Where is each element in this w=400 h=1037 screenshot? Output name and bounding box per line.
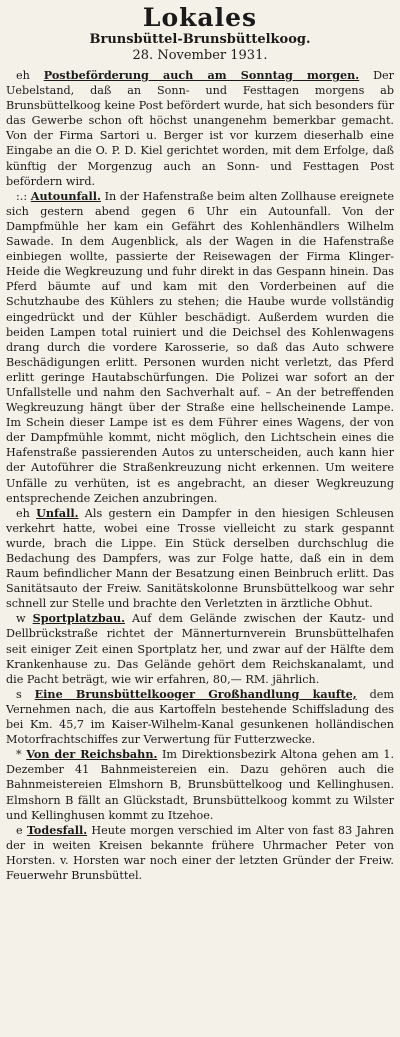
article-headline: Postbeförderung auch am Sonntag morgen. [43, 68, 360, 82]
article-headline: Von der Reichsbahn. [26, 747, 158, 762]
article-headline: Sportplatzbau. [32, 611, 125, 626]
section-masthead: Lokales [142, 3, 258, 32]
article-body: In der Hafenstraße beim alten Zollhause ereignete sich gestern abend gegen 6 Uhr ein Autounfall. Von der Dampfmühle her kam ein Gefährt des Kohlenhändlers Wilhelm Sawade. In dem Augenblick, als der Wagen in die Hafenstraße einbiegen wollte, passierte der Reisewagen der Firma Klinger-Heide die Wegkreuzung und fuhr direkt in das Gespann hinein. Das Pferd bäumte auf und kam mit den Vorderbeinen auf die Schutzhaube des Kühlers zu stehen; die Haube wurde vollständig eingedrückt und der Kühler beschädigt. Außerdem wurden die beiden Lampen total ruiniert und die Deichsel des Kohlenwagens drang durch die vordere Karosserie, so daß das Auto schwere Beschädigungen erlitt. Personen wurden nicht verletzt, das Pferd erlitt geringe Hautabschürfungen. Die Polizei war sofort an der Unfallstelle und nahm den Sachverhalt auf. – An der betreffenden Wegkreuzung hängt über der Straße eine hellscheinende Lampe. Im Schein dieser Lampe ist es dem Führer eines Wagens, der von der Dampfmühle kommt, nicht möglich, den Lichtschein eines die Hafenstraße passierenden Autos zu unterscheiden, auch kann hier der Autoführer die Straßenkreuzung nicht erkennen. Um weitere Unfälle zu verhüten, ist es angebracht, an dieser Wegkreuzung entsprechende Zeichen anzubringen. [6, 189, 394, 505]
article-grosshandlung [6, 687, 394, 747]
article-unfall [6, 506, 394, 612]
article-marker: :.: [16, 189, 28, 203]
article-marker: e [16, 823, 23, 837]
article-todesfall [6, 823, 394, 883]
issue-date: 28. November 1931. [132, 48, 268, 63]
article-headline: Autounfall. [30, 188, 101, 203]
article-marker: s [16, 687, 22, 701]
article-headline: Unfall. [36, 505, 79, 520]
article-body: Der Uebelstand, daß an Sonn- und Festtagen morgens ab Brunsbüttelkoog keine Post befördert wurde, hat sich besonders für das Gewerbe schon oft höchst unangenehm bemerkbar gemacht. Von der Firma Sartori u. Berger ist vor kurzem dieserhalb eine Eingabe an die O. P. D. Kiel gerichtet worden, mit dem Erfolge, daß künftig der Morgenzug auch an Sonn- und Festtagen Post befördern wird. [6, 69, 395, 188]
article-headline: Todesfall. [26, 822, 88, 837]
article-reichsbahn [6, 747, 394, 822]
article-postbefoerderung [6, 68, 394, 189]
article-marker: * [16, 748, 22, 762]
article-body: Heute morgen verschied im Alter von fast 83 Jahren der in weiten Kreisen bekannte frühere Uhrmacher Peter von Horsten. v. Horsten war noch einer der letzten Gründer der Freiw. Feuerwehr Brunsbüttel. [6, 823, 394, 882]
locality-subtitle: Brunsbüttel-Brunsbüttelkoog. [89, 32, 311, 47]
article-marker: eh [16, 69, 30, 82]
article-body: Auf dem Gelände zwischen der Kautz- und Dellbrückstraße richtet der Männerturnverein Brunsbüttelhafen seit einiger Zeit einen Sportplatz her, und zwar auf der Hälfte dem Krankenhause zu. Das Gelände gehört dem Reichskanalamt, und die Pacht beträgt, wie wir erfahren, 80,— RM. jährlich. [6, 612, 394, 686]
article-autounfall [6, 189, 394, 506]
article-body: dem Vernehmen nach, die aus Kartoffeln bestehende Schiffsladung des bei Km. 45,7 im Kaiser-Wilhelm-Kanal gesunkenen holländischen Motorfrachtschiffes zur Verwertung für Futterzwecke. [6, 687, 394, 747]
article-marker: eh [16, 506, 30, 520]
article-marker: w [16, 612, 26, 626]
article-body: Als gestern ein Dampfer in den hiesigen Schleusen verkehrt hatte, wobei eine Trosse vielleicht zu stark gespannt wurde, brach die Lippe. Ein Stück derselben durchschlug die Bedachung des Dampfers, was zur Folge hatte, daß ein in dem Raum befindlicher Mann der Besatzung einen Beinbruch erlitt. Das Sanitätsauto der Freiw. Sanitätskolonne Brunsbüttelkoog war sehr schnell zur Stelle und brachte den Verletzten in ärztliche Obhut. [6, 506, 394, 611]
article-sportplatzbau [6, 611, 394, 686]
article-headline: Eine Brunsbüttelkooger Großhandlung kaufte, [34, 686, 357, 701]
article-body: Im Direktionsbezirk Altona gehen am 1. Dezember 41 Bahnmeistereien ein. Dazu gehören auch die Bahnmeistereien Elmshorn B, Brunsbüttelkoog und Kellinghusen. Elmshorn B fällt an Glückstadt, Brunsbüttelkoog kommt zu Wilster und Kellinghusen kommt zu Itzehoe. [6, 748, 394, 822]
